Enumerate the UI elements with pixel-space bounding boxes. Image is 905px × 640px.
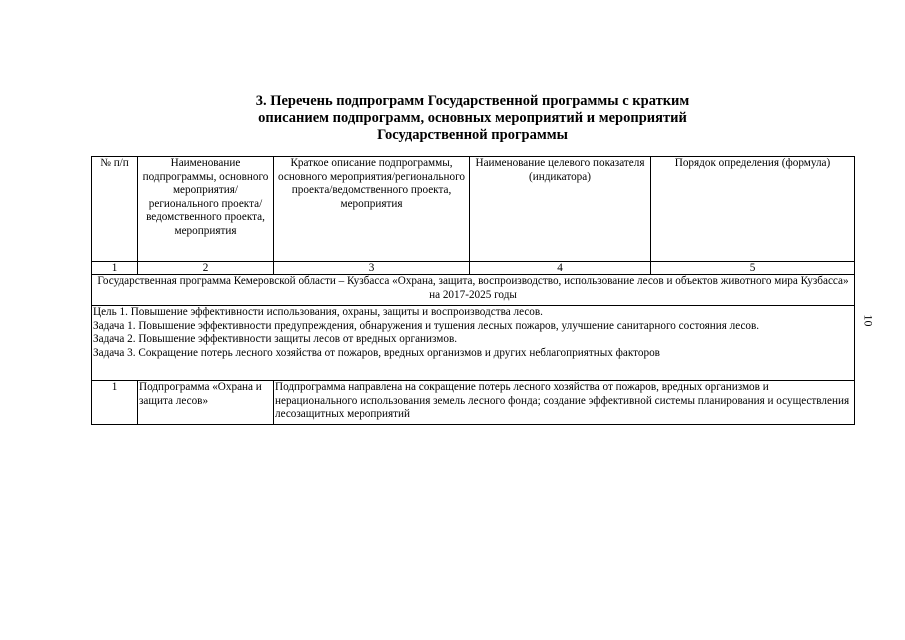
row-description: Подпрограмма направлена на сокращение потерь лесного хозяйства от пожаров, вредных организмов и нерационального использования земель лесного фонда; создание эффективной системы планирования и осуществления лесозащитных мероприятий	[274, 381, 855, 425]
row-name: Подпрограмма «Охрана и защита лесов»	[138, 381, 274, 425]
header-indicator: Наименование целевого показателя (индикатора)	[470, 157, 651, 262]
title-line-2: описанием подпрограмм, основных мероприятий и мероприятий	[258, 110, 687, 126]
row-num: 1	[92, 381, 138, 425]
goals-cell	[92, 306, 855, 381]
page-number: 10	[861, 314, 876, 327]
program-title: Государственная программа Кемеровской области – Кузбасса «Охрана, защита, воспроизводство, использование лесов и объектов животного мира Кузбасса» на 2017-2025 годы	[92, 275, 855, 306]
task-3: Задача 3. Сокращение потерь лесного хозяйства от пожаров, вредных организмов и других неблагоприятных факторов	[93, 346, 660, 359]
title-line-3: Государственной программы	[377, 127, 568, 143]
column-number: 5	[651, 262, 855, 275]
header-description: Краткое описание подпрограммы, основного мероприятия/регионального проекта/ведомственного проекта, мероприятия	[274, 157, 470, 262]
goal-1: Цель 1. Повышение эффективности использования, охраны, защиты и воспроизводства лесов.	[93, 306, 543, 318]
task-2: Задача 2. Повышение эффективности защиты лесов от вредных организмов.	[93, 333, 458, 345]
subprograms-table	[91, 156, 855, 425]
program-title-row	[92, 275, 855, 306]
column-number: 3	[274, 262, 470, 275]
task-1: Задача 1. Повышение эффективности предупреждения, обнаружения и тушения лесных пожаров, улучшение санитарного состояния лесов.	[93, 319, 760, 332]
header-name: Наименование подпрограммы, основного мероприятия/ регионального проекта/ ведомственного проекта, мероприятия	[138, 157, 274, 262]
column-numbers-row	[92, 262, 855, 275]
table-row	[92, 381, 855, 425]
goals-row	[92, 306, 855, 381]
document-title	[90, 93, 855, 144]
column-number: 4	[470, 262, 651, 275]
column-number: 2	[138, 262, 274, 275]
header-num: № п/п	[92, 157, 138, 262]
title-line-1: 3. Перечень подпрограмм Государственной программы с кратким	[255, 93, 690, 109]
header-formula: Порядок определения (формула)	[651, 157, 855, 262]
table-header-row	[92, 157, 855, 262]
column-number: 1	[92, 262, 138, 275]
